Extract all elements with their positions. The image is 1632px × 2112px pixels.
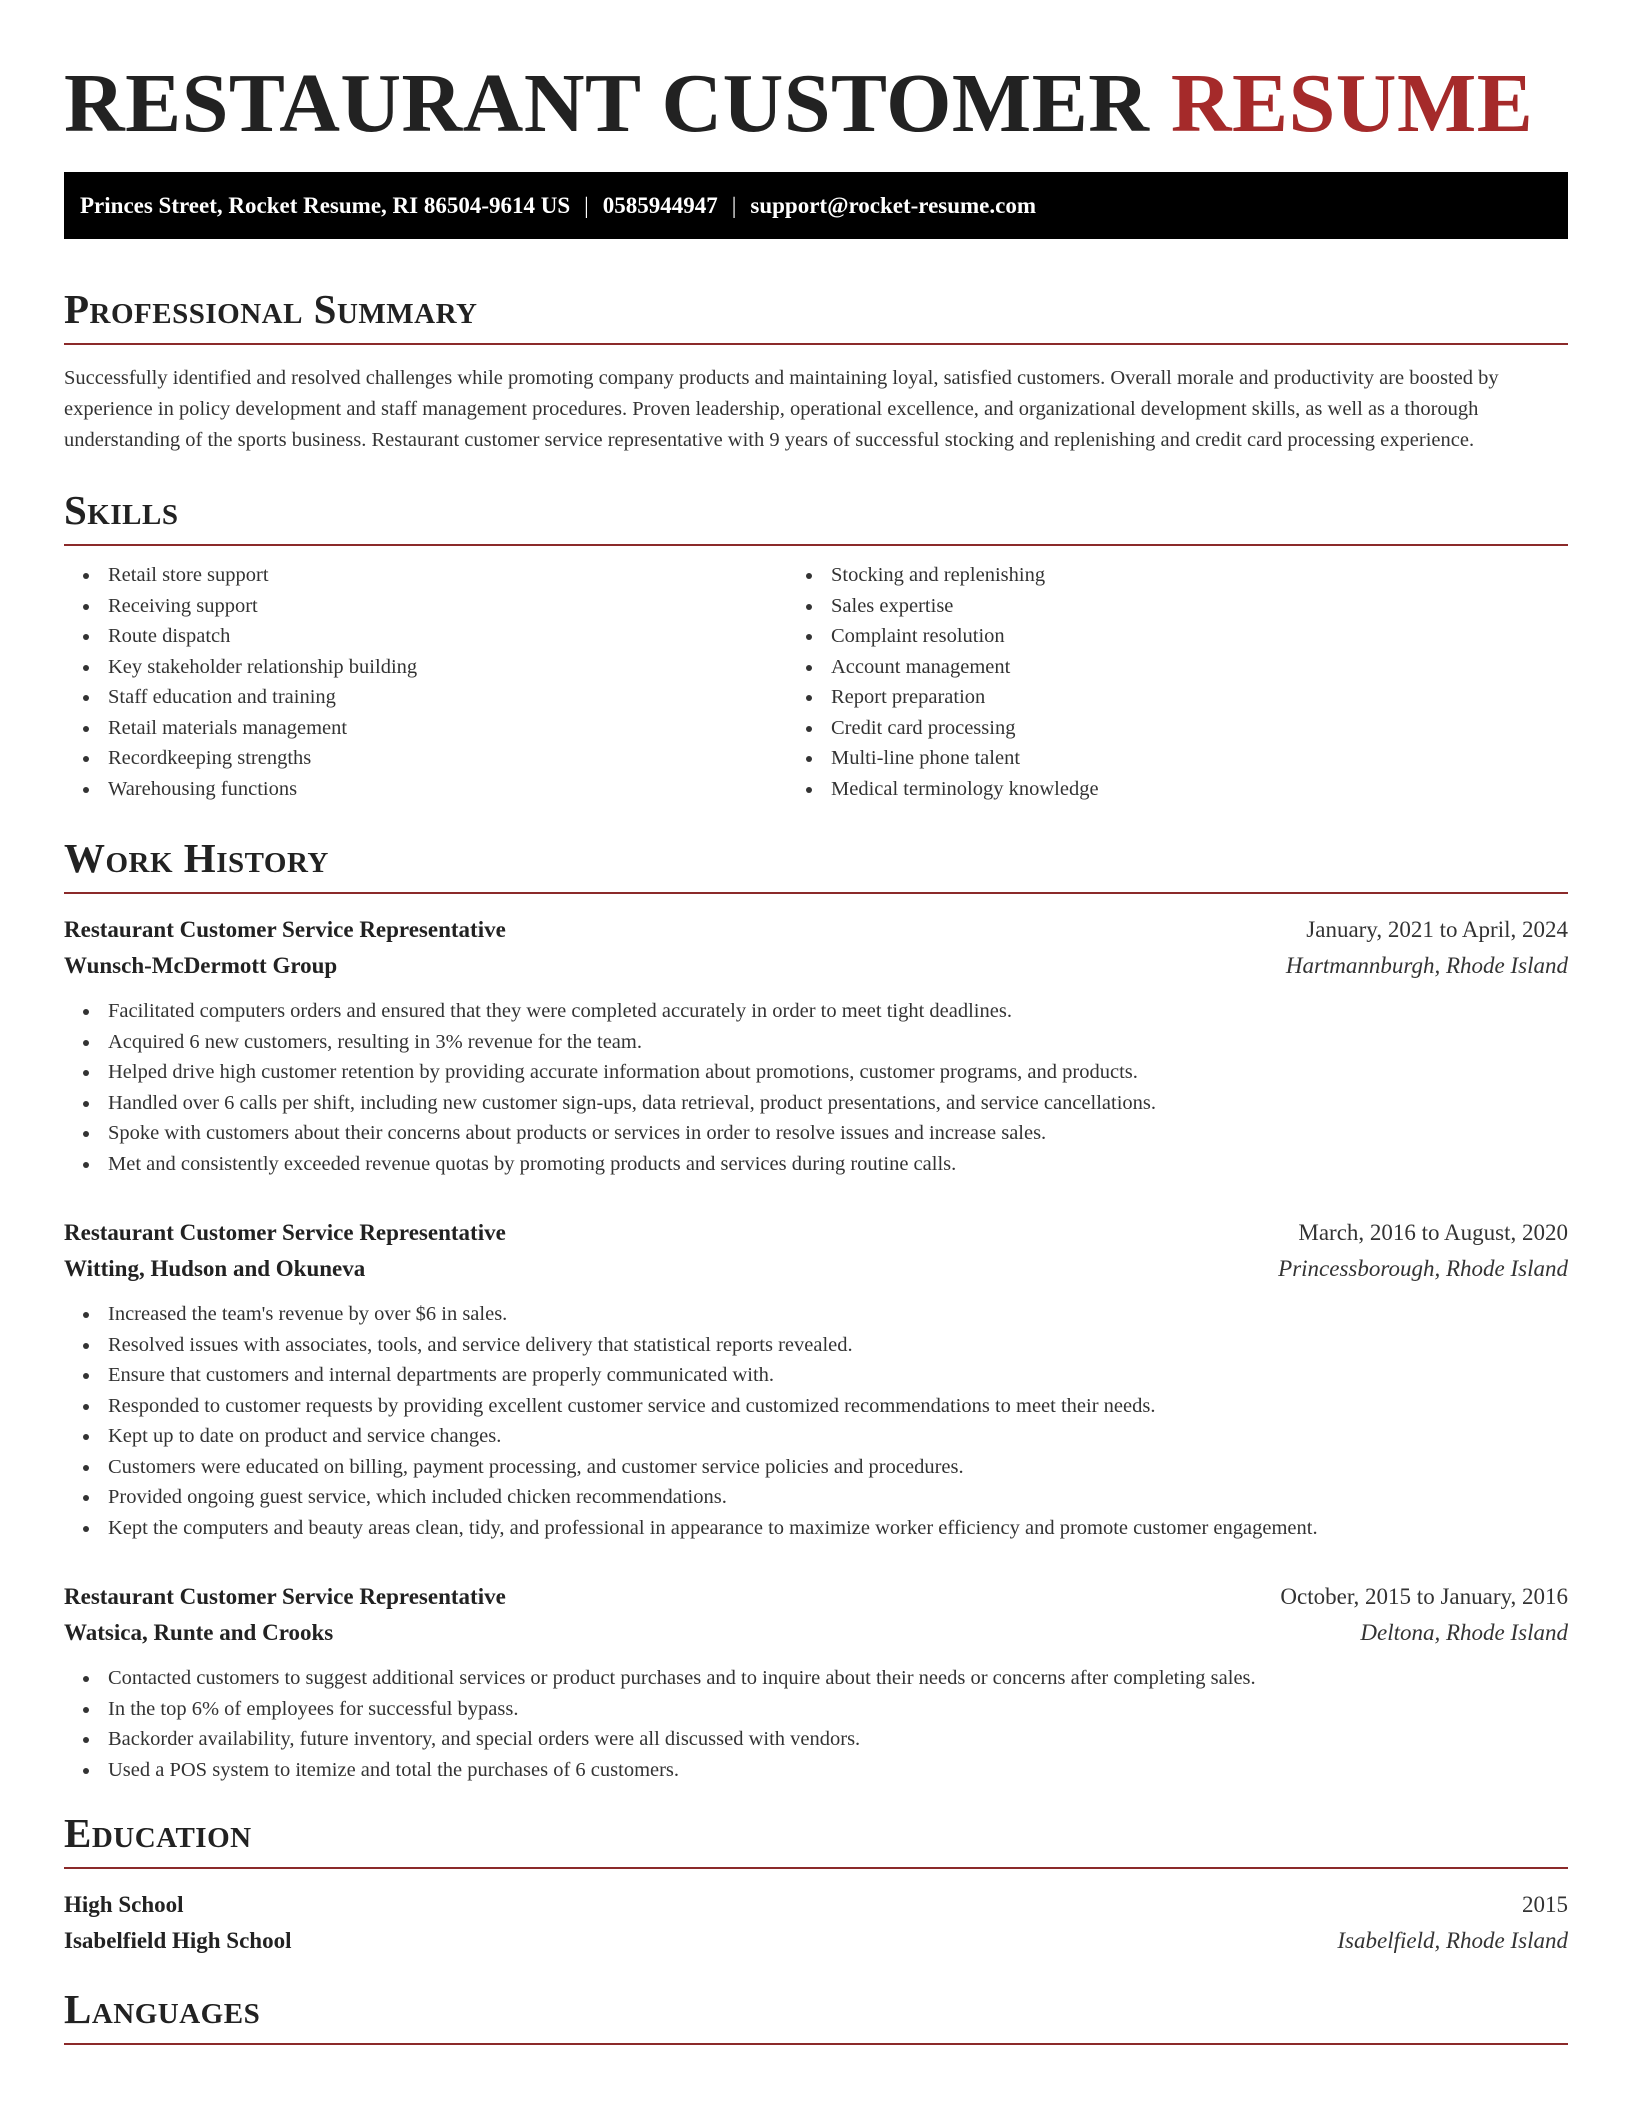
section-heading-languages: Languages — [64, 1986, 261, 2032]
job-entry — [64, 1215, 1568, 1543]
skills-list-left — [64, 560, 760, 804]
job-bullet: Used a POS system to itemize and total the purchases of 6 customers. — [108, 1755, 1568, 1786]
job-bullet: Spoke with customers about their concerns about products or services in order to resolve issues and increase sales. — [108, 1118, 1568, 1149]
skill-item: Report preparation — [831, 682, 1456, 713]
job-title: Restaurant Customer Service Representative — [64, 917, 506, 942]
skills-section — [64, 486, 1568, 804]
section-divider — [64, 544, 1568, 546]
job-company: Witting, Hudson and Okuneva — [64, 1256, 366, 1281]
job-bullet: Increased the team's revenue by over $6 in sales. — [108, 1299, 1568, 1330]
job-bullet: Helped drive high customer retention by providing accurate information about promotions, customer programs, and products. — [108, 1057, 1568, 1088]
job-entry — [64, 1579, 1568, 1785]
job-bullet: Customers were educated on billing, payment processing, and customer service policies and procedures. — [108, 1452, 1568, 1483]
job-header — [64, 1215, 1568, 1251]
skill-item: Stocking and replenishing — [831, 560, 1456, 591]
education-school: Isabelfield High School — [64, 1928, 292, 1953]
skill-item: Multi-line phone talent — [831, 743, 1456, 774]
job-bullets — [64, 1663, 1568, 1785]
job-bullet: Handled over 6 calls per shift, including new customer sign-ups, data retrieval, product presentations, and service cancellations. — [108, 1088, 1568, 1119]
job-company: Watsica, Runte and Crooks — [64, 1620, 334, 1645]
section-heading-work-history: Work History — [64, 835, 329, 881]
job-bullet: Responded to customer requests by providing excellent customer service and customized recommendations to meet their needs. — [108, 1391, 1568, 1422]
job-location: Deltona, Rhode Island — [1360, 1620, 1568, 1645]
section-divider — [64, 1867, 1568, 1869]
job-bullet: Resolved issues with associates, tools, and service delivery that statistical reports revealed. — [108, 1330, 1568, 1361]
title-accent: RESUME — [1170, 57, 1534, 150]
education-subheader — [64, 1923, 1568, 1959]
skill-item: Staff education and training — [108, 682, 760, 713]
skill-item: Sales expertise — [831, 591, 1456, 622]
skill-item: Recordkeeping strengths — [108, 743, 760, 774]
section-heading-summary: Professional Summary — [64, 286, 478, 332]
section-heading-skills: Skills — [64, 487, 179, 533]
job-company: Wunsch-McDermott Group — [64, 953, 338, 978]
skill-item: Retail materials management — [108, 713, 760, 744]
skill-item: Account management — [831, 652, 1456, 683]
contact-address: Princes Street, Rocket Resume, RI 86504-9614 US — [80, 192, 571, 218]
skill-item: Warehousing functions — [108, 774, 760, 805]
title-main: RESTAURANT CUSTOMER — [64, 57, 1150, 150]
job-location: Princessborough, Rhode Island — [1278, 1256, 1568, 1281]
contact-email: support@rocket-resume.com — [750, 192, 1037, 218]
education-entry — [64, 1887, 1568, 1959]
job-bullet: Met and consistently exceeded revenue quotas by promoting products and services during routine calls. — [108, 1149, 1568, 1180]
job-bullet: Kept the computers and beauty areas clean, tidy, and professional in appearance to maximize worker efficiency and promote customer engagement. — [108, 1513, 1568, 1544]
skills-columns — [64, 560, 1568, 804]
job-bullet: Acquired 6 new customers, resulting in 3% revenue for the team. — [108, 1027, 1568, 1058]
job-subheader — [64, 1251, 1568, 1287]
contact-separator: | — [584, 192, 589, 218]
job-bullet: Ensure that customers and internal departments are properly communicated with. — [108, 1360, 1568, 1391]
job-header — [64, 912, 1568, 948]
education-location: Isabelfield, Rhode Island — [1337, 1928, 1568, 1953]
work-history-section — [64, 834, 1568, 1785]
job-bullet: In the top 6% of employees for successful bypass. — [108, 1694, 1568, 1725]
job-subheader — [64, 1615, 1568, 1651]
contact-separator: | — [731, 192, 737, 218]
skill-item: Complaint resolution — [831, 621, 1456, 652]
job-bullets — [64, 996, 1568, 1179]
job-subheader — [64, 948, 1568, 984]
skills-list-right — [760, 560, 1456, 804]
job-title: Restaurant Customer Service Representative — [64, 1584, 506, 1609]
education-degree: High School — [64, 1892, 184, 1917]
resume-title — [64, 0, 1568, 152]
summary-section — [64, 285, 1568, 456]
job-title: Restaurant Customer Service Representative — [64, 1220, 506, 1245]
education-header — [64, 1887, 1568, 1923]
job-entry — [64, 912, 1568, 1179]
skill-item: Medical terminology knowledge — [831, 774, 1456, 805]
contact-phone: 0585944947 — [602, 192, 718, 218]
contact-bar — [64, 172, 1568, 239]
skill-item: Route dispatch — [108, 621, 760, 652]
job-dates: March, 2016 to August, 2020 — [1298, 1220, 1568, 1245]
job-location: Hartmannburgh, Rhode Island — [1285, 953, 1568, 978]
job-dates: October, 2015 to January, 2016 — [1280, 1584, 1568, 1609]
job-bullet: Provided ongoing guest service, which included chicken recommendations. — [108, 1482, 1568, 1513]
resume-page — [64, 0, 1568, 2045]
section-heading-education: Education — [64, 1810, 252, 1856]
job-header — [64, 1579, 1568, 1615]
section-divider — [64, 892, 1568, 894]
job-bullet: Facilitated computers orders and ensured that they were completed accurately in order to meet tight deadlines. — [108, 996, 1568, 1027]
skill-item: Credit card processing — [831, 713, 1456, 744]
languages-section — [64, 1985, 1568, 2045]
job-bullet: Backorder availability, future inventory, and special orders were all discussed with vendors. — [108, 1724, 1568, 1755]
job-bullets — [64, 1299, 1568, 1543]
job-bullet: Kept up to date on product and service changes. — [108, 1421, 1568, 1452]
summary-text: Successfully identified and resolved challenges while promoting company products and maintaining loyal, satisfied customers. Overall morale and productivity are boosted by experience in policy development and staff management procedures. Proven leadership, operational excellence, and organizational development skills, as well as a thorough understanding of the sports business. Restaurant customer service representative with 9 years of successful stocking and replenishing and credit card processing experience. — [64, 367, 1499, 451]
skill-item: Key stakeholder relationship building — [108, 652, 760, 683]
skill-item: Receiving support — [108, 591, 760, 622]
section-divider — [64, 343, 1568, 345]
job-bullet: Contacted customers to suggest additional services or product purchases and to inquire about their needs or concerns after completing sales. — [108, 1663, 1568, 1694]
skill-item: Retail store support — [108, 560, 760, 591]
section-divider — [64, 2043, 1568, 2045]
education-year: 2015 — [1522, 1892, 1568, 1917]
education-section — [64, 1809, 1568, 1959]
job-dates: January, 2021 to April, 2024 — [1306, 917, 1568, 942]
